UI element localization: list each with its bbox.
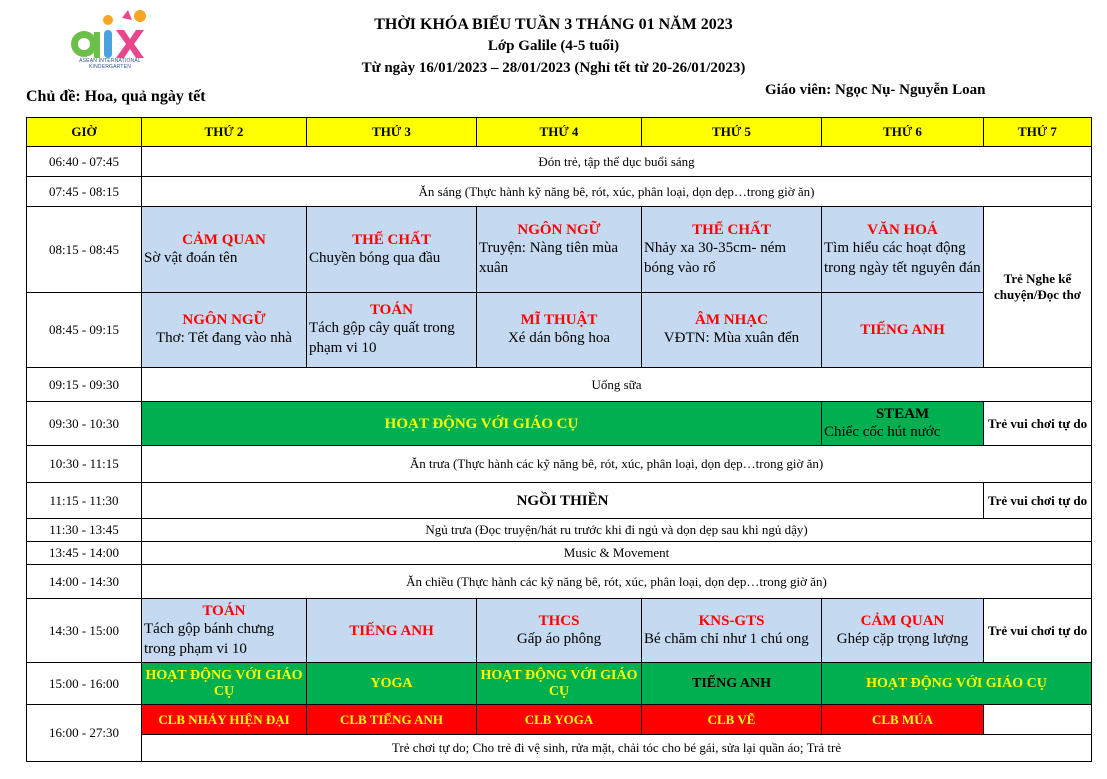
lesson-cell	[642, 293, 822, 368]
activity-cell: HOẠT ĐỘNG VỚI GIÁO CỤ	[822, 663, 1092, 705]
time-cell: 14:30 - 15:00	[27, 599, 142, 663]
lesson-cell	[307, 293, 477, 368]
time-cell: 09:15 - 09:30	[27, 368, 142, 402]
table-row	[27, 519, 1092, 542]
time-cell: 14:00 - 14:30	[27, 565, 142, 599]
lesson-cell	[822, 599, 984, 663]
table-row	[27, 293, 1092, 368]
activity-cell: Ăn trưa (Thực hành các kỹ năng bê, rót, xúc, phân loại, dọn dẹp…trong giờ ăn)	[142, 446, 1092, 483]
club-cell: CLB NHẢY HIỆN ĐẠI	[142, 705, 307, 735]
activity-cell: HOẠT ĐỘNG VỚI GIÁO CỤ	[142, 663, 307, 705]
table-row	[27, 207, 1092, 293]
lesson-cell	[142, 599, 307, 663]
lesson-cell	[822, 293, 984, 368]
lesson-desc: VĐTN: Mùa xuân đến	[663, 330, 800, 346]
time-cell: 11:15 - 11:30	[27, 483, 142, 519]
lesson-desc: Sờ vật đoán tên	[144, 249, 238, 266]
activity-cell: Ăn sáng (Thực hành kỹ năng bê, rót, xúc, phân loại, dọn dẹp…trong giờ ăn)	[142, 177, 1092, 207]
lesson-cell	[477, 207, 642, 293]
time-cell: 11:30 - 13:45	[27, 519, 142, 542]
lesson-desc: Gấp áo phông	[516, 630, 602, 647]
lesson-subject: KNS-GTS	[698, 612, 765, 629]
lesson-cell	[822, 402, 984, 446]
table-row	[27, 565, 1092, 599]
lesson-desc: Thơ: Tết đang vào nhà	[156, 330, 292, 346]
table-row	[27, 368, 1092, 402]
lesson-cell	[642, 207, 822, 293]
class-line: Lớp Galile (4-5 tuổi)	[487, 38, 620, 54]
col-sat: THỨ 7	[984, 118, 1092, 147]
time-cell: 08:45 - 09:15	[27, 293, 142, 368]
lesson-subject: VĂN HOÁ	[867, 221, 938, 238]
lesson-cell	[142, 207, 307, 293]
col-time: GIỜ	[27, 118, 142, 147]
lesson-subject: CẢM QUAN	[860, 612, 945, 629]
time-cell: 07:45 - 08:15	[27, 177, 142, 207]
lesson-subject: THỂ CHẤT	[692, 221, 771, 238]
teacher-label: Giáo viên: Ngọc Nụ- Nguyễn Loan	[765, 82, 986, 98]
page-title: THỜI KHÓA BIỂU TUẦN 3 THÁNG 01 NĂM 2023	[374, 16, 733, 33]
col-wed: THỨ 4	[477, 118, 642, 147]
time-cell: 09:30 - 10:30	[27, 402, 142, 446]
activity-cell: NGỒI THIỀN	[142, 483, 984, 519]
table-row	[27, 177, 1092, 207]
lesson-subject: THỂ CHẤT	[352, 231, 431, 248]
lesson-subject: TIẾNG ANH	[349, 622, 434, 639]
activity-cell: Uống sữa	[142, 368, 1092, 402]
saturday-cell: Trẻ vui chơi tự do	[984, 402, 1092, 446]
logo-caption: ASEAN INTERNATIONAL KINDERGARTEN	[79, 58, 141, 70]
lesson-cell	[477, 599, 642, 663]
lesson-subject: ÂM NHẠC	[695, 312, 768, 328]
time-cell: 15:00 - 16:00	[27, 663, 142, 705]
table-row	[27, 446, 1092, 483]
lesson-cell	[477, 293, 642, 368]
table-row	[27, 483, 1092, 519]
activity-cell: Đón trẻ, tập thể dục buổi sáng	[142, 147, 1092, 177]
lesson-desc: Truyện: Nàng tiên mùa xuân	[479, 239, 619, 276]
col-thu: THỨ 5	[642, 118, 822, 147]
activity-cell: TIẾNG ANH	[642, 663, 822, 705]
table-row	[27, 599, 1092, 663]
lesson-subject: THCS	[538, 612, 580, 629]
lesson-desc: Tách gộp cây quất trong phạm vi 10	[309, 320, 455, 356]
lesson-subject: NGÔN NGỮ	[182, 312, 266, 328]
time-cell: 10:30 - 11:15	[27, 446, 142, 483]
lesson-subject: TIẾNG ANH	[860, 322, 945, 338]
club-cell: CLB TIẾNG ANH	[307, 705, 477, 735]
table-row	[27, 735, 1092, 762]
lesson-desc: Bé chăm chỉ như 1 chú ong	[644, 630, 809, 647]
activity-cell: Ăn chiều (Thực hành các kỹ năng bê, rót, xúc, phân loại, dọn dẹp…trong giờ ăn)	[142, 565, 1092, 599]
activity-cell: Music & Movement	[142, 542, 1092, 565]
activity-cell: YOGA	[307, 663, 477, 705]
table-row	[27, 705, 1092, 735]
empty-cell	[984, 705, 1092, 735]
activity-cell: Ngủ trưa (Đọc truyện/hát ru trước khi đi ngủ và dọn dẹp sau khi ngủ dậy)	[142, 519, 1092, 542]
club-cell: CLB VẼ	[642, 705, 822, 735]
date-line: Từ ngày 16/01/2023 – 28/01/2023 (Nghỉ tết từ 20-26/01/2023)	[361, 60, 746, 76]
time-cell: 13:45 - 14:00	[27, 542, 142, 565]
club-cell: CLB MÚA	[822, 705, 984, 735]
lesson-subject: STEAM	[875, 405, 930, 422]
time-cell: 08:15 - 08:45	[27, 207, 142, 293]
topic-label: Chủ đề: Hoa, quả ngày tết	[26, 88, 206, 105]
lesson-desc: Ghép cặp trọng lượng	[836, 630, 969, 647]
lesson-desc: Tìm hiểu các hoạt động trong ngày tết nguyên đán	[824, 239, 981, 276]
table-row	[27, 542, 1092, 565]
lesson-cell	[822, 207, 984, 293]
activity-cell: Trẻ chơi tự do; Cho trẻ đi vệ sinh, rửa mặt, chải tóc cho bé gái, sửa lại quần áo; Trả trẻ	[142, 735, 1092, 762]
lesson-desc: Nhảy xa 30-35cm- ném bóng vào rổ	[644, 239, 787, 276]
lesson-desc: Xé dán bông hoa	[507, 330, 611, 346]
timetable	[26, 117, 1092, 762]
lesson-subject: CẢM QUAN	[182, 231, 266, 248]
lesson-subject: MĨ THUẬT	[520, 312, 598, 328]
lesson-desc: Tách gộp bánh chưng trong phạm vi 10	[144, 620, 275, 657]
time-cell: 06:40 - 07:45	[27, 147, 142, 177]
lesson-cell	[642, 599, 822, 663]
lesson-cell	[142, 293, 307, 368]
saturday-cell: Trẻ vui chơi tự do	[984, 483, 1092, 519]
lesson-desc: Chiếc cốc hút nước	[824, 423, 941, 440]
table-row	[27, 402, 1092, 446]
time-cell: 16:00 - 27:30	[27, 705, 142, 762]
saturday-cell: Trẻ vui chơi tự do	[984, 599, 1092, 663]
lesson-subject: TOÁN	[369, 302, 414, 318]
saturday-cell: Trẻ Nghe kể chuyện/Đọc thơ	[984, 207, 1092, 368]
col-fri: THỨ 6	[822, 118, 984, 147]
col-mon: THỨ 2	[142, 118, 307, 147]
lesson-desc: Chuyền bóng qua đầu	[309, 249, 441, 266]
lesson-cell	[307, 207, 477, 293]
table-row	[27, 147, 1092, 177]
header-row	[27, 118, 1092, 147]
activity-cell: HOẠT ĐỘNG VỚI GIÁO CỤ	[477, 663, 642, 705]
col-tue: THỨ 3	[307, 118, 477, 147]
lesson-subject: TOÁN	[202, 602, 246, 619]
lesson-cell	[307, 599, 477, 663]
activity-cell: HOẠT ĐỘNG VỚI GIÁO CỤ	[142, 402, 822, 446]
table-row	[27, 663, 1092, 705]
club-cell: CLB YOGA	[477, 705, 642, 735]
lesson-subject: NGÔN NGỮ	[517, 221, 601, 238]
